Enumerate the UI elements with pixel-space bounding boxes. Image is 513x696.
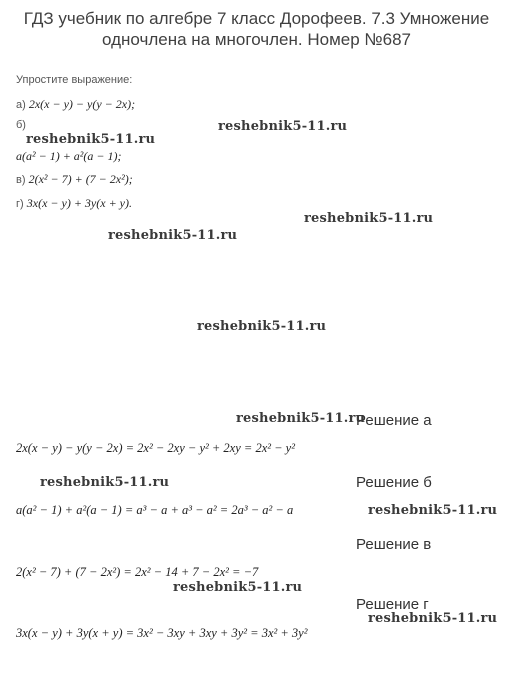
task-item-d bbox=[16, 196, 132, 211]
watermark-1: reshebnik5-11.ru bbox=[26, 132, 156, 147]
watermark-9: reshebnik5-11.ru bbox=[173, 580, 303, 595]
task-item-b-label-line bbox=[16, 119, 26, 131]
task-item-a bbox=[16, 97, 135, 112]
task-item-c bbox=[16, 172, 133, 187]
task-item-b bbox=[16, 149, 121, 164]
watermark-7: reshebnik5-11.ru bbox=[40, 475, 170, 490]
task-item-a-label: а) bbox=[16, 99, 26, 111]
page-title bbox=[20, 8, 493, 50]
task-intro: Упростите выражение: bbox=[16, 74, 133, 86]
watermark-5: reshebnik5-11.ru bbox=[197, 319, 327, 334]
watermark-2: reshebnik5-11.ru bbox=[218, 119, 348, 134]
task-item-d-expression: 3x(x − y) + 3y(x + y). bbox=[26, 196, 132, 210]
task-item-c-expression: 2(x² − 7) + (7 − 2x²); bbox=[28, 172, 133, 186]
task-item-d-label: г) bbox=[16, 198, 24, 210]
watermark-8: reshebnik5-11.ru bbox=[368, 503, 498, 518]
task-item-b-expression: a(a² − 1) + a²(a − 1); bbox=[16, 149, 122, 163]
page-title-line-2: одночлена на многочлен. Номер №687 bbox=[102, 30, 411, 49]
task-item-b-label: б) bbox=[16, 119, 26, 131]
task-item-c-label: в) bbox=[16, 174, 26, 186]
solution-a-heading: Решение а bbox=[356, 412, 432, 429]
solution-c-heading: Решение в bbox=[356, 536, 432, 553]
watermark-4: reshebnik5-11.ru bbox=[108, 228, 238, 243]
task-item-a-expression: 2x(x − y) − y(y − 2x); bbox=[28, 97, 136, 111]
solution-c-equation: 2(x² − 7) + (7 − 2x²) = 2x² − 14 + 7 − 2x² = −7 bbox=[16, 565, 259, 579]
watermark-10: reshebnik5-11.ru bbox=[368, 611, 498, 626]
solution-a-equation: 2x(x − y) − y(y − 2x) = 2x² − 2xy − y² + 2xy = 2x² − y² bbox=[16, 441, 295, 455]
watermark-3: reshebnik5-11.ru bbox=[304, 211, 434, 226]
solution-d-equation: 3x(x − y) + 3y(x + y) = 3x² − 3xy + 3xy + 3y² = 3x² + 3y² bbox=[16, 626, 308, 640]
solution-b-equation: a(a² − 1) + a²(a − 1) = a³ − a + a³ − a² = 2a³ − a² − a bbox=[16, 503, 294, 517]
solution-b-heading: Решение б bbox=[356, 474, 432, 491]
watermark-6: reshebnik5-11.ru bbox=[236, 411, 366, 426]
page-title-line-1: ГДЗ учебник по алгебре 7 класс Дорофеев. 7.3 Умножение bbox=[23, 9, 490, 28]
solution-d-heading: Решение г bbox=[356, 596, 429, 613]
